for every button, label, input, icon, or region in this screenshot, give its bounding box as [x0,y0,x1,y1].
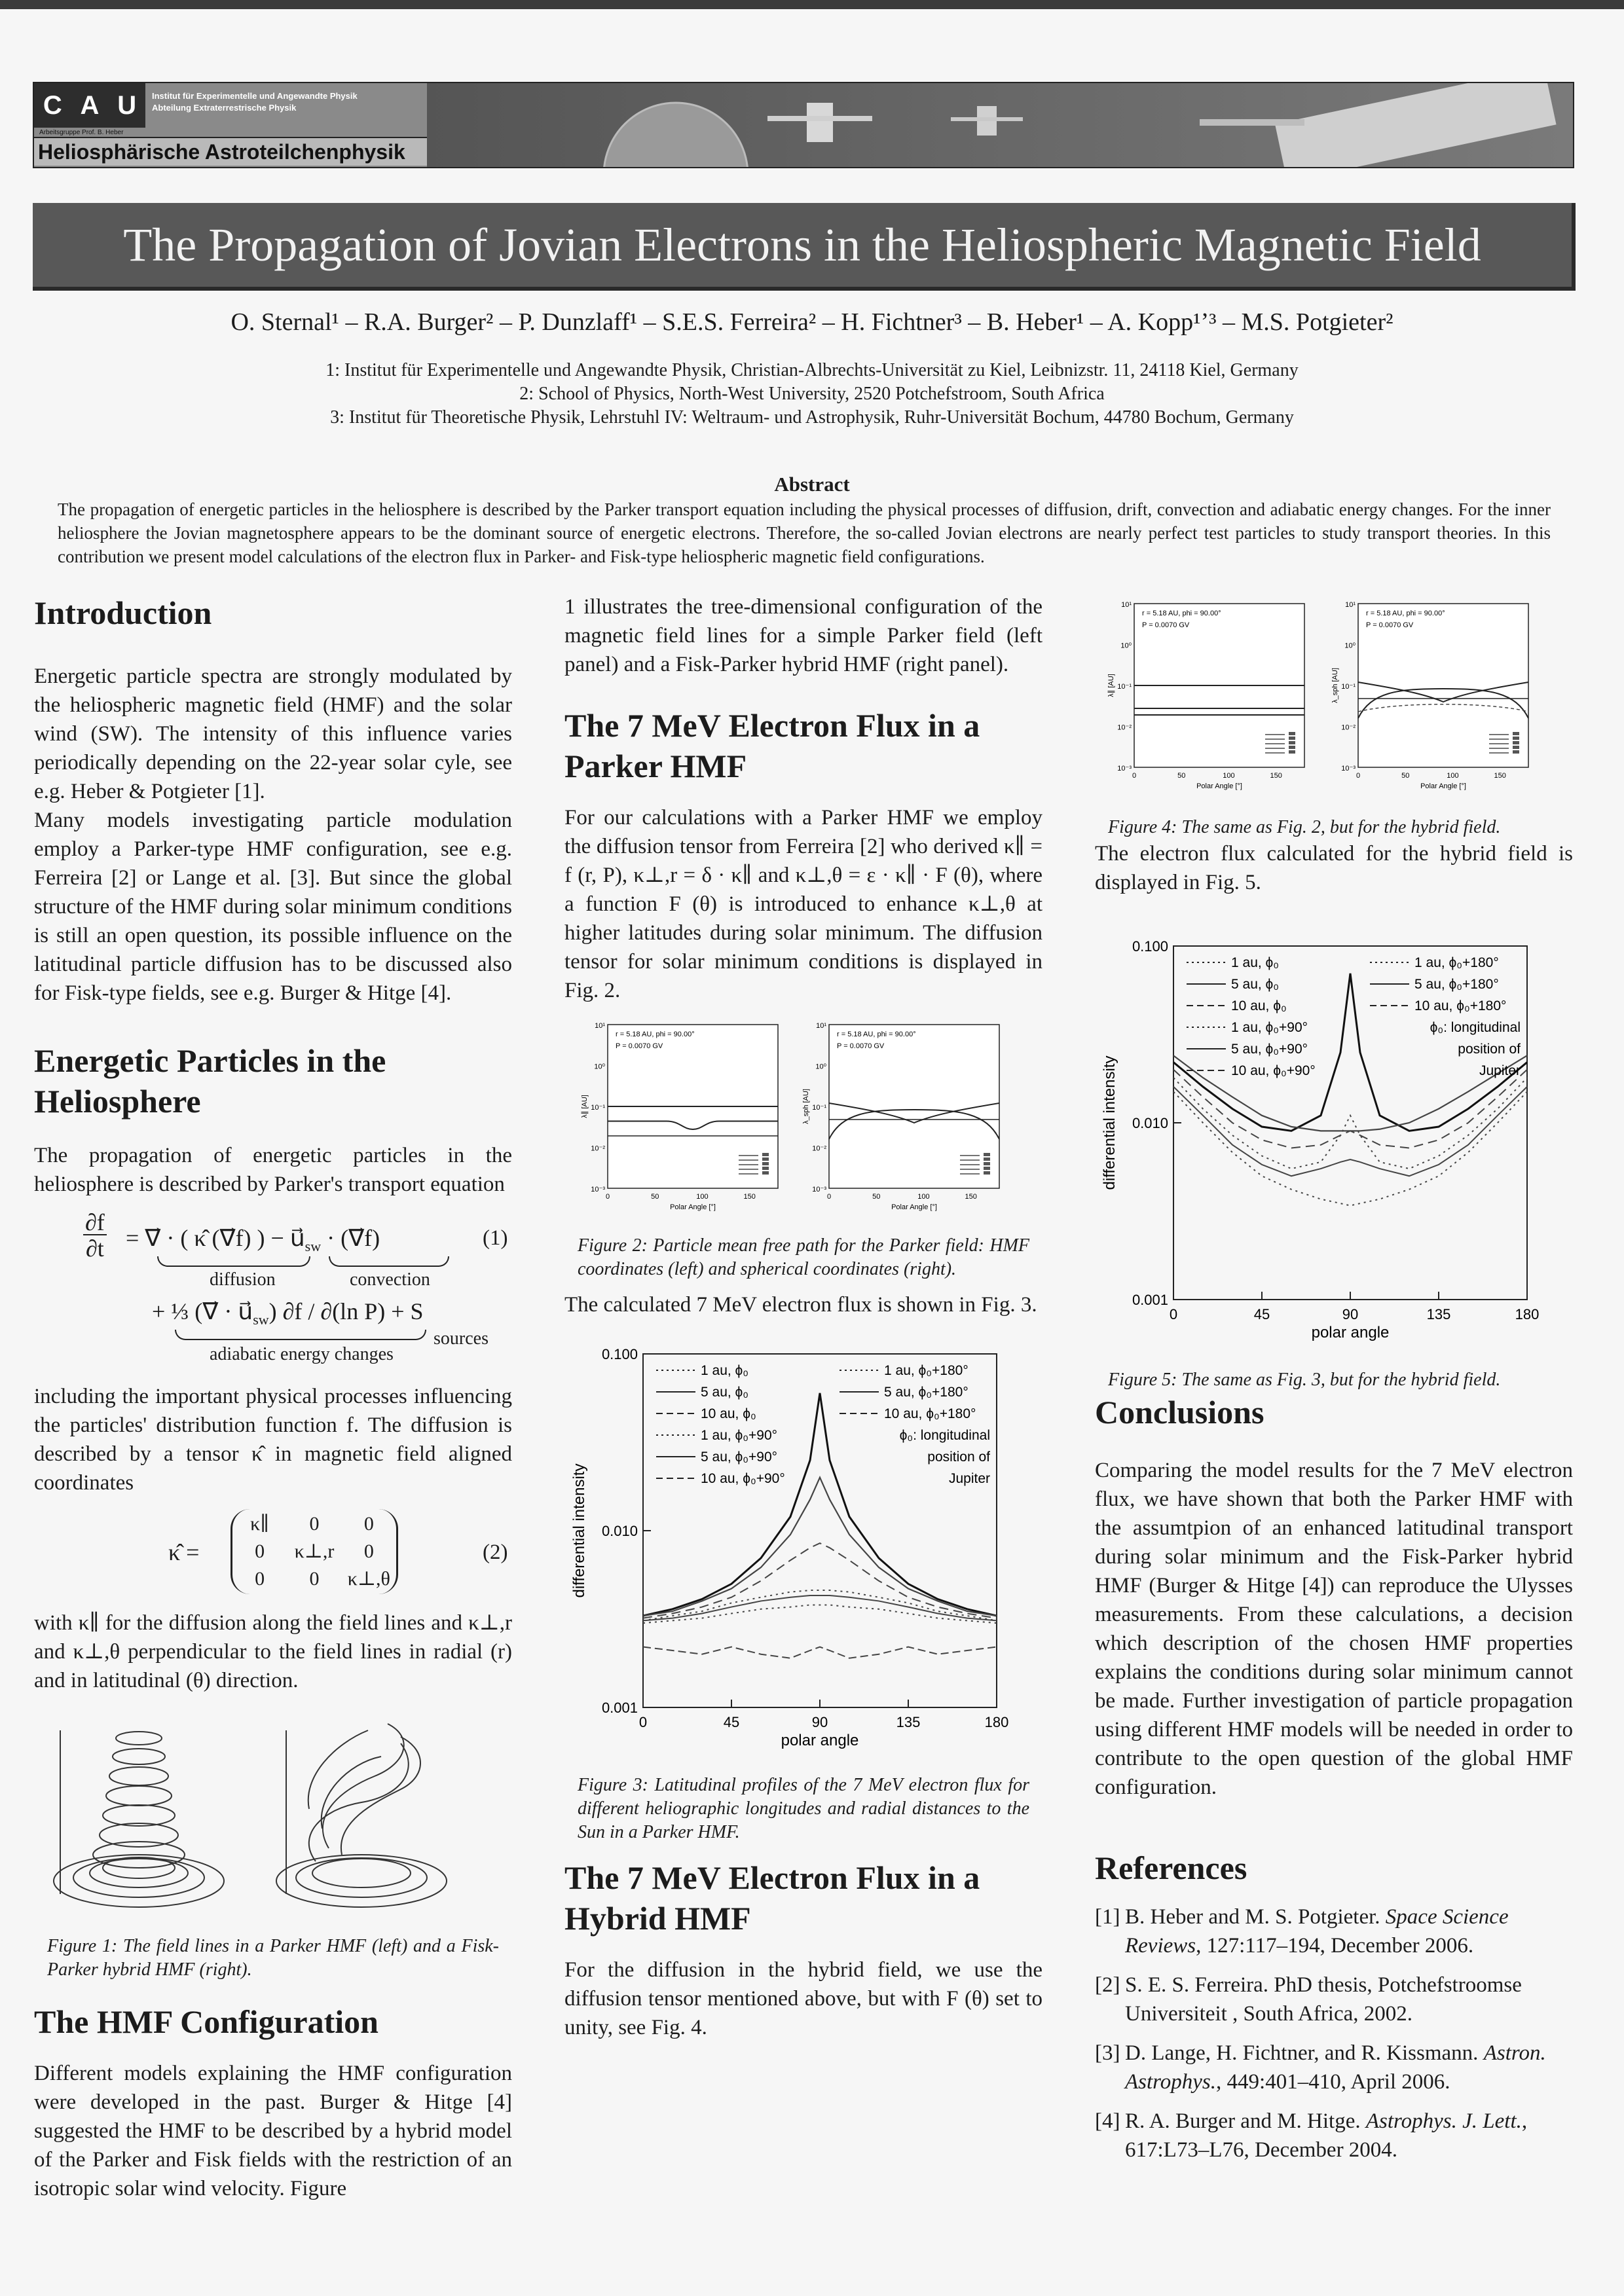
reference-authors: B. Heber and M. S. Potgieter. [1125,1905,1386,1929]
y-tick-label: 10⁻³ [1117,765,1132,773]
legend-label: 5 au, ϕ₀+180° [1414,977,1499,992]
series-line [643,1543,997,1618]
y-axis-label: λ_sph [AU] [1331,668,1339,703]
legend-label [762,1167,769,1170]
column-left [34,592,512,2203]
eq1-label-diffusion: diffusion [210,1269,276,1290]
x-tick-label: 50 [872,1193,881,1201]
x-tick-label: 0 [1132,772,1137,780]
y-tick-label: 10¹ [595,1022,605,1030]
line-chart [564,1338,1010,1757]
y-axis-label: λ∥ [AU] [581,1095,589,1118]
y-tick-label: 10⁻¹ [1117,683,1132,691]
legend-label: 1 au, ϕ₀+90° [701,1428,778,1443]
legend-label: position of [927,1449,990,1465]
page-title: The Propagation of Jovian Electrons in the Heliospheric Magnetic Field [123,219,1481,271]
legend-label [1289,737,1295,740]
y-tick-label: 10⁰ [1120,642,1132,650]
figure-3-chart [564,1338,1043,1764]
legend-label [762,1153,769,1156]
reference-number: [2] [1095,1973,1120,1997]
energetic-paragraph-3: with κ∥ for the diffusion along the field lines and κ⊥,r and κ⊥,θ perpendicular to the field lines in radial (r) and in latitudinal (θ) direction. [34,1611,512,1692]
y-tick-label: 10⁻² [1341,723,1356,732]
legend [1187,955,1521,1078]
legend-label [1513,737,1519,740]
legend-label: Jupiter [948,1471,990,1486]
legend-label: 5 au, ϕ₀+90° [1231,1042,1308,1057]
y-tick-label: 10⁻² [591,1144,605,1153]
x-tick-label: 45 [723,1714,740,1730]
legend-label: 10 au, ϕ₀+180° [1414,998,1507,1013]
legend-label [1289,750,1295,754]
x-axis-label: Polar Angle [°] [670,1203,716,1211]
reference-journal: Astrophys. J. Lett. [1365,2109,1522,2133]
y-tick-label: 0.100 [1132,938,1168,955]
x-tick-label: 0 [1169,1306,1178,1322]
reference-number: [1] [1095,1905,1120,1929]
legend-label: 5 au, ϕ₀+90° [701,1449,778,1465]
parker-paragraph-2: The calculated 7 MeV electron flux is shown in Fig. 3. [564,1293,1037,1317]
title-bar [33,203,1576,291]
figure-2 [564,1018,1043,1229]
hybrid-field-plot [276,1724,447,1907]
x-tick-label: 135 [896,1714,921,1730]
column-middle [564,592,1043,2042]
y-tick-label: 0.010 [1132,1115,1168,1131]
y-tick-label: 10⁻³ [1341,765,1356,773]
legend-label: 1 au, ϕ₀ [1231,955,1280,970]
mean-free-path-plot [799,1018,1008,1221]
figure-4-right-plot [1328,597,1538,808]
y-tick-label: 0.001 [1132,1292,1168,1308]
figure-5-chart [1095,930,1573,1357]
legend-label: 5 au, ϕ₀ [701,1385,749,1400]
plot-annotation: r = 5.18 AU, phi = 90.00° [1142,610,1221,617]
legend-label [984,1157,990,1161]
reference-item [1095,2039,1573,2096]
hybrid-paragraph-1: For the diffusion in the hybrid field, we use the diffusion tensor mentioned above, but with F (θ) set to unity, see Fig. 4. [564,1958,1043,2039]
group-head: Arbeitsgruppe Prof. B. Heber [39,129,124,136]
mean-free-path-plot [578,1018,787,1221]
section-heading-references: References [1095,1850,1247,1886]
figure-3-caption: Figure 3: Latitudinal profiles of the 7 MeV electron flux for different heliographic longitudes and radial distances to the Sun in a Parker HMF. [578,1775,1029,1842]
plot-annotation: P = 0.0070 GV [1142,621,1190,629]
y-tick-label: 10¹ [1121,601,1132,609]
legend-label: ϕ₀: longitudinal [1430,1020,1521,1035]
legend-label: 1 au, ϕ₀+180° [1414,955,1499,970]
y-tick-label: 0.010 [601,1523,638,1539]
eq1-label-adiabatic: adiabatic energy changes [210,1344,394,1364]
x-tick-label: 100 [1223,772,1235,780]
figure-1-caption: Figure 1: The field lines in a Parker HMF (left) and a Fisk-Parker hybrid HMF (right). [47,1936,499,1980]
reference-number: [4] [1095,2109,1120,2133]
section-heading-energetic-particles: Energetic Particles in the Heliosphere [34,1042,386,1120]
y-tick-label: 10⁻² [812,1144,826,1153]
y-tick-label: 10⁻¹ [812,1104,826,1112]
x-axis-label: polar angle [781,1732,859,1749]
y-tick-label: 10⁻² [1117,723,1132,732]
mean-free-path-plot [1328,597,1538,800]
reference-authors: R. A. Burger and M. Hitge. [1125,2109,1366,2133]
eq2-matrix: κ∥ 0 0 0 κ⊥,r 0 0 0 κ⊥,θ [231,1509,398,1594]
affiliation-1: 1: Institut für Experimentelle und Angewandte Physik, Christian-Albrechts-Universität zu Kiel, Leibnizstr. 11, 24118 Kiel, Germany [325,360,1299,380]
series-line [643,1647,997,1658]
figure-1-field-lines [34,1704,512,1927]
logo-letter: A [80,90,100,120]
legend-label: 1 au, ϕ₀+90° [1231,1020,1308,1035]
reference-item [1095,1903,1573,1960]
legend-label [1513,750,1519,754]
reference-authors: S. E. S. Ferreira. PhD thesis, Potchefstroomse Universiteit , South Africa, 2002. [1125,1973,1522,2026]
mean-free-path-plot [1104,597,1314,800]
y-tick-label: 10⁰ [1344,642,1356,650]
abstract-heading: Abstract [774,473,850,496]
y-tick-label: 10⁻¹ [1341,683,1356,691]
y-tick-label: 0.001 [601,1700,638,1716]
intro-paragraph-1: Energetic particle spectra are strongly modulated by the heliospheric magnetic field (HMF) and the solar wind (SW). The intensity of this influence varies periodically depending on the 22-year solar cyle, see e.g. Heber & Potgieter [1]. [34,665,512,803]
reference-journal: Space Science Reviews [1125,1905,1509,1958]
legend-label: position of [1458,1042,1521,1057]
plot-annotation: r = 5.18 AU, phi = 90.00° [837,1030,916,1038]
legend-label: 10 au, ϕ₀ [701,1406,756,1421]
plot-annotation: P = 0.0070 GV [1366,621,1414,629]
energetic-paragraph-1: The propagation of energetic particles in the heliosphere is described by Parker's transport equation [34,1144,512,1196]
intro-paragraph-2: Many models investigating particle modulation employ a Parker-type HMF configuration, see e.g. Ferreira [2] or Lange et al. [3]. But since the global structure of the HMF during solar minimum conditions is still an open question, its possible influence on the latitudinal particle diffusion has to be discussed also for Fisk-type fields, see e.g. Burger & Hitge [4]. [34,809,512,1005]
plot-annotation: P = 0.0070 GV [837,1042,885,1050]
reference-item [1095,2107,1573,2164]
eq1-adiabatic-term: + ⅓ (∇⃗ · $u⃗_{sw}$) ∂f / ∂(ln P) + S [152,1298,424,1328]
hybrid-paragraph-2: The electron flux calculated for the hybrid field is displayed in Fig. 5. [1095,842,1573,894]
reference-list [1095,1903,1573,2164]
energetic-paragraph-2: including the important physical processes influencing the particles' distribution function f. The diffusion is described by a tensor κ̂ in magnetic field aligned coordinates [34,1385,512,1495]
affiliation-3: 3: Institut für Theoretische Physik, Lehrstuhl IV: Weltraum- und Astrophysik, Ruhr-Universität Bochum, 44780 Bochum, Germany [330,407,1294,428]
hmf-paragraph-1: Different models explaining the HMF configuration were developed in the past. Burger & Hitge [4] suggested the HMF to be described by a hybrid model of the Parker and Fisk fields with the restriction of an isotropic solar wind velocity. Figure [34,2062,512,2200]
section-heading-introduction: Introduction [34,594,212,631]
eq1-diffusion-term: = ∇⃗ · ( κ̂ (∇⃗f) ) − $u⃗_{sw}$ · (∇⃗f) [126,1225,380,1255]
legend-label: 10 au, ϕ₀+90° [1231,1063,1316,1078]
x-tick-label: 100 [1447,772,1459,780]
x-axis-label: Polar Angle [°] [891,1203,937,1211]
eq1-label-convection: convection [350,1269,430,1290]
conclusions-paragraph: Comparing the model results for the 7 MeV electron flux, we have shown that both the Parker HMF with the assumtpion of an enhanced latitudinal transport during solar minimum and the Fisk-Parker hybrid HMF (Burger & Hitge [4]) can reproduce the Ulysses measurements. From these calculations, a decision which description of the chosen HMF properties explains the conditions during solar minimum cannot be made. Further investigation of particle propagation using different HMF models will be needed in order to contribute to the open question of the global HMF configuration. [1095,1459,1573,1799]
x-tick-label: 180 [1515,1306,1540,1322]
author-list: O. Sternal¹ – R.A. Burger² – P. Dunzlaff¹ – S.E.S. Ferreira² – H. Fichtner³ – B. Heber¹ – A. Kopp¹ʼ³ – M.S. Potgieter² [231,308,1393,336]
y-tick-label: 0.100 [601,1346,638,1362]
institute-banner [33,82,1574,168]
x-tick-label: 150 [965,1193,977,1201]
x-tick-label: 180 [984,1714,1009,1730]
y-tick-label: 10⁻¹ [591,1104,605,1112]
eq1-number: (1) [483,1226,508,1250]
x-tick-label: 150 [1494,772,1506,780]
abstract-text: The propagation of energetic particles in the heliosphere is described by the Parker transport equation including the physical processes of diffusion, drift, convection and adiabatic energy changes. For the inner heliosphere the Jovian magnetosphere appears to be the dominant source of energetic electrons. Therefore, the so-called Jovian electrons are nearly perfect test particles to study transport theories. In this contribution we present model calculations of the electron flux in Parker- and Fisk-type heliospheric magnetic field configurations. [58,500,1551,566]
section-heading-conclusions: Conclusions [1095,1394,1264,1430]
eq2-number: (2) [483,1540,508,1564]
series-line [643,1393,997,1616]
eq2-lhs: κ̂ = [168,1539,200,1565]
legend-label [1289,746,1295,749]
eq1-label-sources: sources [434,1328,489,1349]
legend-label [1289,741,1295,744]
legend-label: 5 au, ϕ₀ [1231,977,1280,992]
legend-label [984,1167,990,1170]
x-tick-label: 100 [696,1193,709,1201]
legend-label: 10 au, ϕ₀+180° [884,1406,976,1421]
logo-letter: C [43,90,62,120]
x-tick-label: 90 [811,1714,828,1730]
x-tick-label: 135 [1426,1306,1451,1322]
figure-2-left-plot [578,1018,787,1229]
top-border [0,0,1624,9]
spacecraft-banner-image [427,83,1573,167]
legend-label [1289,732,1295,735]
legend-label: 5 au, ϕ₀+180° [884,1385,969,1400]
reference-details: , 449:401–410, April 2006. [1216,2070,1450,2094]
eq1-underbrace [175,1330,426,1340]
affiliation-2: 2: School of Physics, North-West University, 2520 Potchefstroom, South Africa [519,384,1105,404]
x-tick-label: 0 [1356,772,1361,780]
legend-label: ϕ₀: longitudinal [899,1428,990,1443]
figure-2-caption: Figure 2: Particle mean free path for the Parker field: HMF coordinates (left) and spherical coordinates (right). [578,1235,1029,1279]
reference-journal: Astron. Astrophys. [1125,2041,1546,2094]
figure-4-caption: Figure 4: The same as Fig. 2, but for the hybrid field. [1108,817,1501,837]
parker-paragraph-1: For our calculations with a Parker HMF we employ the diffusion tensor from Ferreira [2] who derived κ∥ = f (r, P), κ⊥,r = δ · κ∥ and κ⊥,θ = ε · κ∥ · F (θ), where a function F (θ) is introduced to enhance κ⊥,θ at higher latitudes during solar minimum. The diffusion tensor for solar minimum conditions is displayed in Fig. 2. [564,806,1043,1002]
line-chart [1095,930,1540,1349]
series-line [1173,1091,1527,1205]
legend-label: 10 au, ϕ₀ [1231,998,1287,1013]
hmf-paragraph-continued: 1 illustrates the tree-dimensional configuration of the magnetic field lines for a simple Parker field (left panel) and a Fisk-Parker hybrid HMF (right panel). [564,595,1043,676]
eq1-lhs: ∂f ∂t [83,1209,107,1262]
reference-details: , 617:L73–L76, December 2004. [1125,2109,1528,2162]
figure-4 [1095,597,1573,808]
legend-label [984,1162,990,1165]
x-axis-label: Polar Angle [°] [1420,782,1466,790]
plot-annotation: r = 5.18 AU, phi = 90.00° [1366,610,1445,617]
x-tick-label: 0 [826,1193,832,1201]
y-axis-label: differential intensity [570,1463,588,1598]
x-axis-label: polar angle [1311,1324,1390,1341]
y-axis-label: differential intensity [1101,1055,1118,1190]
department-name: Abteilung Extraterrestrische Physik [152,103,297,113]
parker-field-plot [54,1730,224,1907]
plot-annotation: r = 5.18 AU, phi = 90.00° [616,1030,695,1038]
reference-details: , 127:117–194, December 2006. [1196,1934,1474,1958]
y-axis-label: λ_sph [AU] [802,1089,810,1124]
legend-label [762,1171,769,1175]
y-tick-label: 10⁰ [815,1063,826,1071]
section-heading-hybrid-flux: The 7 MeV Electron Flux in a Hybrid HMF [564,1859,980,1937]
legend-label [762,1162,769,1165]
figure-2-right-plot [799,1018,1008,1229]
x-tick-label: 45 [1253,1306,1270,1322]
x-tick-label: 100 [917,1193,930,1201]
x-tick-label: 90 [1342,1306,1359,1322]
column-right [1095,597,1573,2175]
figure-4-left-plot [1104,597,1314,808]
y-tick-label: 10¹ [816,1022,826,1030]
y-tick-label: 10¹ [1345,601,1356,609]
figure-5-caption: Figure 5: The same as Fig. 3, but for the hybrid field. [1108,1370,1501,1390]
section-heading-hmf-configuration: The HMF Configuration [34,2003,378,2040]
legend-label [1513,741,1519,744]
y-tick-label: 10⁰ [594,1063,605,1071]
x-tick-label: 150 [743,1193,756,1201]
logo-letter: U [117,90,137,120]
legend-label: Jupiter [1479,1063,1521,1078]
legend-label: 10 au, ϕ₀+90° [701,1471,785,1486]
group-name: Heliosphärische Astroteilchenphysik [34,137,428,166]
x-tick-label: 50 [651,1193,659,1201]
legend-label [1513,732,1519,735]
series-line [1173,1055,1527,1131]
reference-authors: D. Lange, H. Fichtner, and R. Kissmann. [1125,2041,1484,2065]
legend-label: 1 au, ϕ₀ [701,1363,749,1378]
equation-2 [34,1497,512,1609]
x-tick-label: 0 [638,1714,648,1730]
legend-label [1513,746,1519,749]
series-line [1173,1078,1527,1169]
x-tick-label: 50 [1177,772,1186,780]
x-tick-label: 50 [1401,772,1410,780]
series-line [1173,1070,1527,1148]
x-tick-label: 0 [605,1193,610,1201]
reference-item [1095,1971,1573,2028]
legend-label [984,1153,990,1156]
equation-1 [34,1199,512,1382]
legend-label: 1 au, ϕ₀+180° [884,1363,969,1378]
section-heading-parker-flux: The 7 MeV Electron Flux in a Parker HMF [564,707,980,784]
legend-label [984,1171,990,1175]
reference-number: [3] [1095,2041,1120,2065]
institute-name: Institut für Experimentelle und Angewandte Physik [152,91,358,101]
plot-annotation: P = 0.0070 GV [616,1042,663,1050]
legend-label [762,1157,769,1161]
x-tick-label: 150 [1270,772,1282,780]
y-axis-label: λ∥ [AU] [1107,674,1115,697]
legend [656,1363,990,1486]
y-tick-label: 10⁻³ [812,1186,826,1194]
cau-logo [34,83,145,128]
x-axis-label: Polar Angle [°] [1196,782,1242,790]
y-tick-label: 10⁻³ [591,1186,605,1194]
